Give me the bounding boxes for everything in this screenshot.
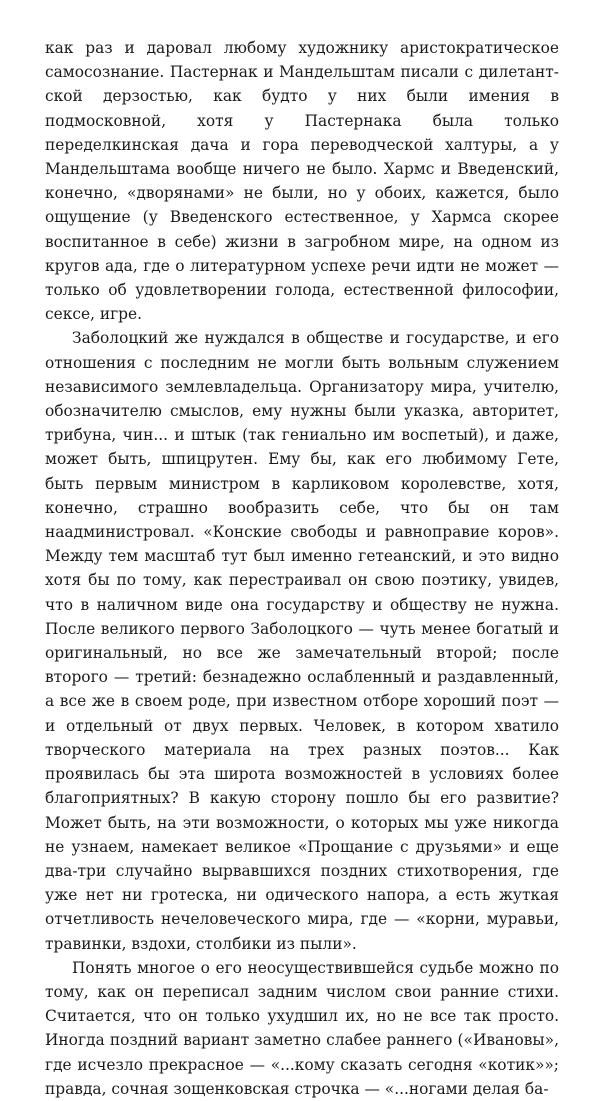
paragraph-1: как раз и даровал любому художнику аристократическое самосознание. Пастернак и Мандельштам писали с дилетантской дерзостью, как будто у них были имения в подмосковной, хотя у Пастернака была только переделкинская дача и гора переводческой халтуры, а у Мандельштама вообще ничего не было. Хармс и Введенский, конечно, «дворянами» не были, но у обоих, кажется, было ощущение (у Введенского естественное, у Хармса скорее воспитанное в себе) жизни в загробном мире, на одном из кругов ада, где о литературном успехе речи идти не может — только об удовлетворении голода, естественной философии, сексе, игре.: [45, 39, 559, 324]
paragraph-3: Понять многое о его неосуществившейся судьбе можно по тому, как он переписал задним числом свои ранние стихи. Считается, что он только ухудшил их, но не все так просто. Иногда поздний вариант заметно слабее раннего («Ивановы», где исчезло прекрасное — «...кому сказать сегодня «котик»»; правда, сочная зощенковская строчка — «...ногами делая ба-: [45, 958, 559, 1098]
book-page-body: [45, 36, 559, 1101]
paragraph-2: Заболоцкий же нуждался в обществе и государстве, и его отношения с последним не могли быть вольным служением независимого землевладельца. Организатору мира, учителю, обозначителю смыслов, ему нужны были указка, авторитет, трибуна, чин... и штык (так гениально им воспетый), и даже, может быть, шпицрутен. Ему бы, как его любимому Гете, быть первым министром в карликовом королевстве, хотя, конечно, страшно вообразить себе, что бы он там наадминистровал. «Конские свободы и равноправие коров». Между тем масштаб тут был именно гетеанский, и это видно хотя бы по тому, как перестраивал он свою поэтику, увидев, что в наличном виде она государству и обществу не нужна. После великого первого Заболоцкого — чуть менее богатый и оригинальный, но все же замечательный второй; после второго — третий: безнадежно ослабленный и раздавленный, а все же в своем роде, при известном отборе хороший поэт — и отдельный от двух первых. Человек, в котором хватило творческого материала на трех разных поэтов... Как проявилась бы эта широта возможностей в условиях более благоприятных? В какую сторону пошло бы его развитие? Может быть, на эти возможности, о которых мы уже никогда не узнаем, намекает великое «Прощание с друзьями» и еще два-три случайно вырвавшихся поздних стихотворения, где уже нет ни гротеска, ни одического напора, а есть жуткая отчетливость нечеловеческого мира, где — «корни, муравьи, травинки, вздохи, столбики из пыли».: [45, 329, 559, 953]
